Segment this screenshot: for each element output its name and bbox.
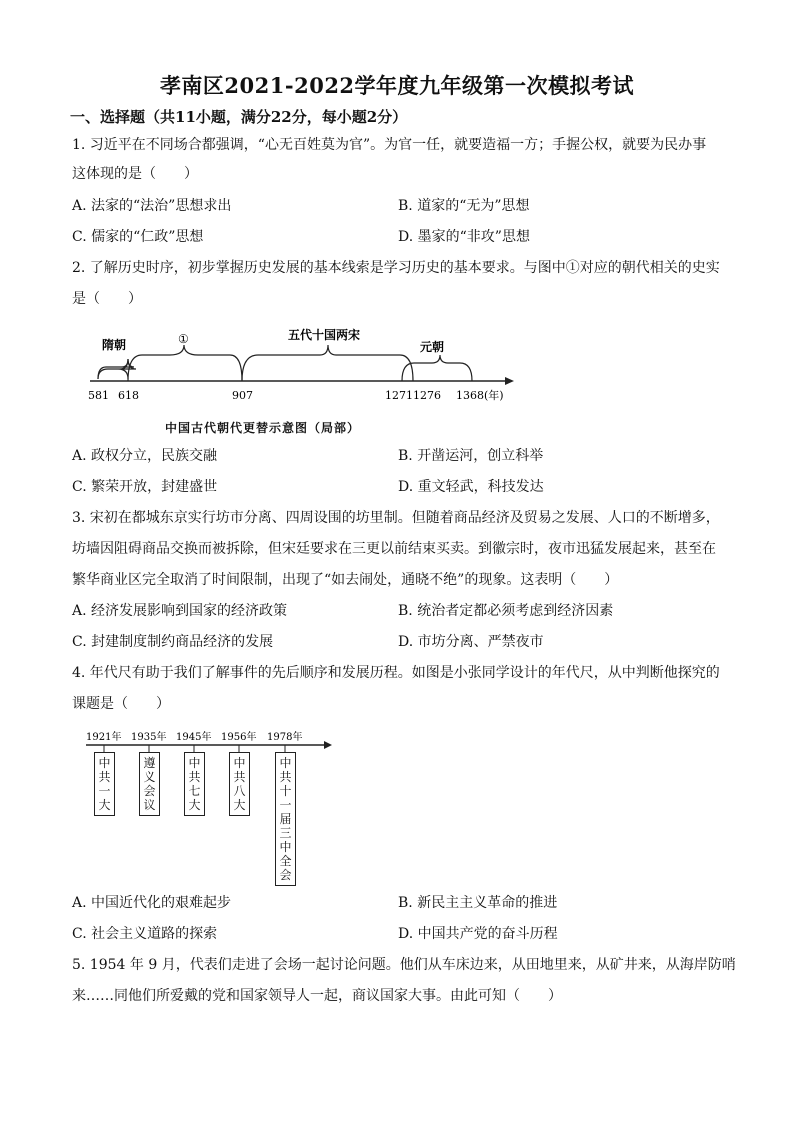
q4-stem-line2: 课题是（ ）	[72, 696, 170, 712]
q4-option-a: A. 中国近代化的艰难起步	[72, 895, 232, 911]
q1-option-a: A. 法家的“法治”思想求出	[72, 198, 232, 214]
label-five-dynasties: 五代十国两宋	[288, 328, 361, 342]
q4-stem-line1: 4. 年代尺有助于我们了解事件的先后顺序和发展历程。如图是小张同学设计的年代尺，从中判断他探究的	[72, 665, 720, 681]
q5-stem-line1: 5. 1954 年 9 月，代表们走进了会场一起讨论问题。他们从车床边来，从田地里来，从矿井来，从海岸防哨	[72, 957, 736, 973]
q3-stem-line2: 坊墙因阻碍商品交换而被拆除，但宋廷要求在三更以前结束买卖。到徽宗时，夜市迅猛发展起来，甚至在	[72, 541, 716, 557]
year-1921: 1921年	[86, 732, 122, 743]
year-1945: 1945年	[176, 732, 212, 743]
q2-option-c: C. 繁荣开放，封建盛世	[72, 479, 218, 495]
q4-option-d: D. 中国共产党的奋斗历程	[398, 926, 558, 942]
event-box-2: 遵义会议	[139, 752, 160, 816]
year-ruler	[80, 728, 340, 752]
q2-option-a: A. 政权分立，民族交融	[72, 448, 218, 464]
tick-1271: 1271	[385, 389, 413, 402]
q3-option-a: A. 经济发展影响到国家的经济政策	[72, 603, 288, 619]
event-box-5: 中共十一届三中全会	[275, 752, 296, 886]
year-1978: 1978年	[267, 732, 303, 743]
q1-option-d: D. 墨家的“非攻”思想	[398, 229, 530, 245]
q4-option-c: C. 社会主义道路的探索	[72, 926, 218, 942]
q1-stem-line2: 这体现的是（ ）	[72, 166, 198, 182]
q3-stem-line1: 3. 宋初在都城东京实行坊市分离、四周设围的坊里制。但随着商品经济及贸易之发展、人口的不断增多，	[72, 510, 720, 526]
q1-option-c: C. 儒家的“仁政”思想	[72, 229, 204, 245]
tick-581: 581	[88, 389, 109, 402]
q3-stem-line3: 繁华商业区完全取消了时间限制，出现了“如去闹处，通晓不绝”的现象。这表明（ ）	[72, 572, 619, 588]
tick-1276: 1276	[413, 389, 441, 402]
event-box-4: 中共八大	[229, 752, 250, 816]
year-1956: 1956年	[221, 732, 257, 743]
tick-907: 907	[232, 389, 253, 402]
label-circle-1: ①	[178, 332, 189, 346]
dynasty-timeline	[80, 325, 520, 405]
year-1935: 1935年	[131, 732, 167, 743]
exam-title: 孝南区2021-2022学年度九年级第一次模拟考试	[159, 73, 635, 98]
label-yuan: 元朝	[420, 340, 445, 354]
tick-1368: 1368(年)	[456, 389, 504, 402]
timeline-caption: 中国古代朝代更替示意图（局部）	[165, 421, 361, 435]
q4-option-b: B. 新民主主义革命的推进	[398, 895, 558, 911]
section-heading: 一、选择题（共11小题，满分22分，每小题2分）	[70, 108, 408, 126]
q2-option-b: B. 开凿运河，创立科举	[398, 448, 544, 464]
label-sui: 隋朝	[102, 338, 127, 352]
q1-stem-line1: 1. 习近平在不同场合都强调，“心无百姓莫为官”。为官一任，就要造福一方；手握公权，就要为民办事	[72, 137, 707, 153]
q2-stem-line1: 2. 了解历史时序，初步掌握历史发展的基本线索是学习历史的基本要求。与图中①对应的朝代相关的史实	[72, 260, 720, 276]
tick-618: 618	[118, 389, 139, 402]
q3-option-c: C. 封建制度制约商品经济的发展	[72, 634, 274, 650]
q3-option-d: D. 市坊分离、严禁夜市	[398, 634, 544, 650]
q3-option-b: B. 统治者定都必须考虑到经济因素	[398, 603, 614, 619]
q1-option-b: B. 道家的“无为”思想	[398, 198, 530, 214]
q5-stem-line2: 来……同他们所爱戴的党和国家领导人一起，商议国家大事。由此可知（ ）	[72, 988, 562, 1004]
event-box-1: 中共一大	[94, 752, 115, 816]
event-box-3: 中共七大	[184, 752, 205, 816]
q2-stem-line2: 是（ ）	[72, 291, 142, 307]
q2-option-d: D. 重文轻武，科技发达	[398, 479, 544, 495]
